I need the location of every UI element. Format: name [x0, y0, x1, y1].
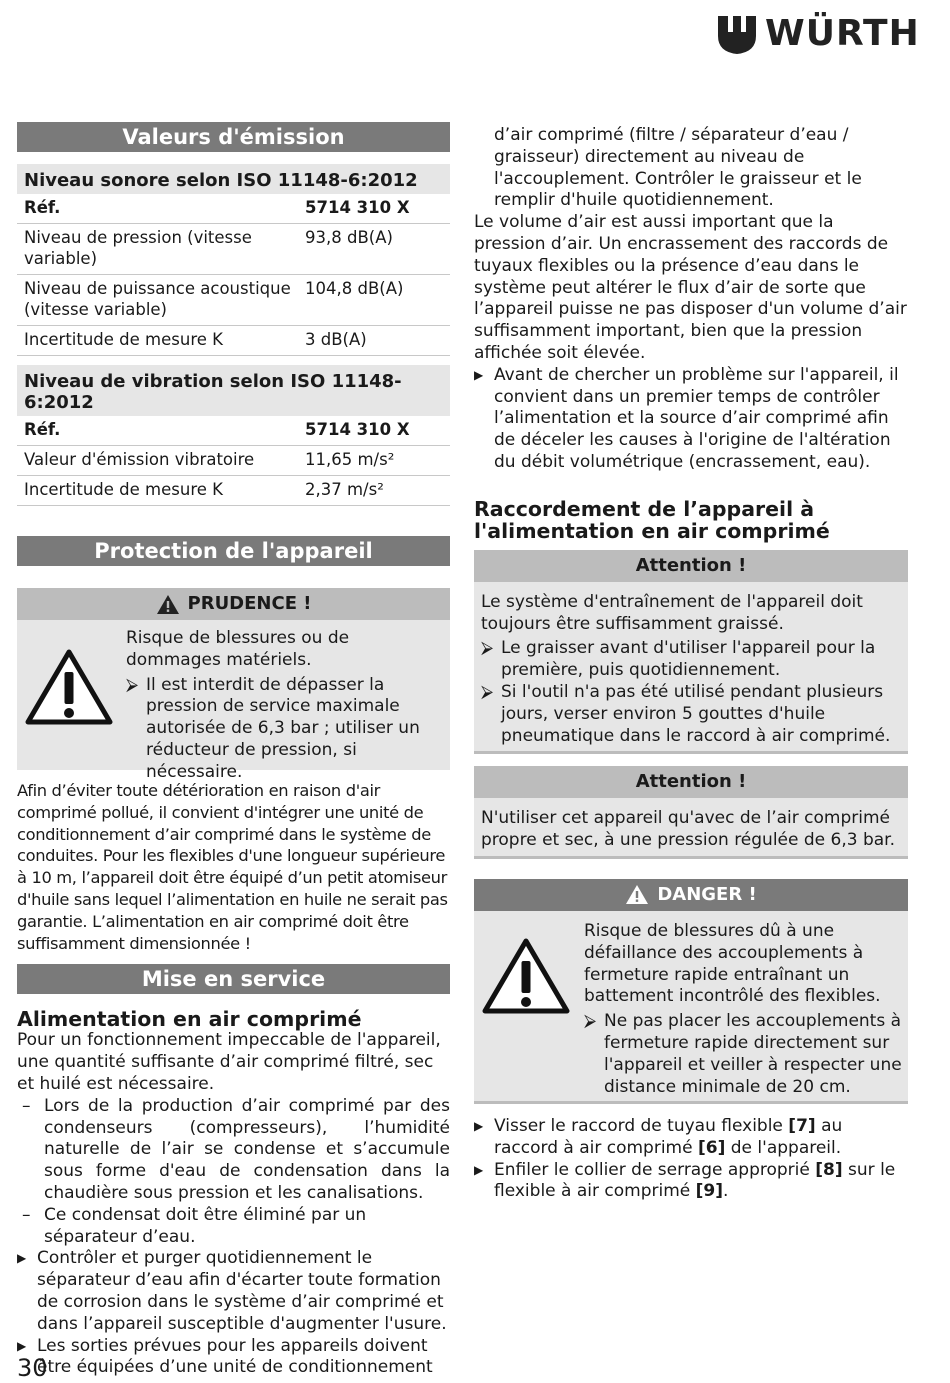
- part-ref: [9]: [695, 1181, 723, 1202]
- row-label: Incertitude de mesure K: [17, 476, 298, 506]
- play-bullet-icon: ▶: [17, 1251, 27, 1266]
- part-ref: [8]: [815, 1159, 843, 1180]
- dash-item: Ce condensat doit être éliminé par un séparateur d’eau.: [44, 1204, 367, 1247]
- table-row: [17, 224, 450, 275]
- arrow-bullet-icon: ⮚: [481, 681, 494, 702]
- caution-label: PRUDENCE !: [187, 593, 312, 614]
- play-bullet-icon: ▶: [17, 1338, 27, 1353]
- row-label: Incertitude de mesure K: [17, 326, 298, 356]
- page-number: 30: [17, 1354, 48, 1382]
- arrow-bullet-icon: ⮚: [126, 674, 139, 695]
- volume-paragraph: Le volume d’air est aussi important que la pression d’air. Un encrassement des raccords de tuyaux flexibles ou la présence d’eau dans le système peut altérer le flux d’air de sorte que l’appareil puisse ne pas disposer d'un volume d’air suffisamment important, bien que la pression affichée soit élevée.: [474, 212, 907, 363]
- row-label: Niveau de pression (vitesse variable): [17, 224, 298, 275]
- row-value: 3 dB(A): [298, 326, 450, 356]
- table-row: [17, 476, 450, 506]
- attention-header: Attention !: [474, 766, 908, 798]
- vibration-table: [17, 365, 450, 506]
- arrow-bullet-icon: ⮚: [481, 638, 494, 659]
- dash-bullet-icon: –: [22, 1095, 31, 1116]
- attention-box: [474, 798, 908, 859]
- warning-triangle-icon: [156, 594, 180, 615]
- step-text: sur le flexible à air comprimé: [494, 1159, 896, 1202]
- step-text: Enfiler le collier de serrage approprié: [494, 1159, 816, 1180]
- table-row: [17, 326, 450, 356]
- sound-table: [17, 164, 450, 356]
- row-value: 2,37 m/s²: [298, 476, 450, 506]
- danger-header: [474, 879, 908, 911]
- dash-item: Lors de la production d’air comprimé par des condenseurs (compresseurs), l’humidité naturelle de l’air se condense et s’accumule sous forme d'eau de condensation dans la chaudière sous pression et les canalisations.: [44, 1095, 450, 1203]
- step-text: .: [723, 1181, 729, 1202]
- step-text: au raccord à air comprimé: [494, 1115, 843, 1158]
- play-bullet-icon: ▶: [474, 1118, 484, 1133]
- part-ref: [6]: [697, 1137, 726, 1158]
- danger-bullet: Ne pas placer les accouplements à fermeture rapide directement sur l'appareil et veiller à respecter une distance minimale de 20 cm.: [604, 1011, 902, 1097]
- protection-paragraph: Afin d’éviter toute détérioration en raison d'air comprimé pollué, il convient d'intégrer une unité de conditionnement d’air comprimé dans le système de conduites. Pour les flexibles d'une longueur supérieure à 10 m, l’appareil doit être équipé d’un petit atomiseur d'huile sans lequel l’alimentation en huile ne serait pas garantie. L’alimentation en air comprimé doit être suffisamment dimensionnée !: [17, 781, 448, 953]
- dash-bullet-icon: –: [22, 1204, 31, 1225]
- table-row: [17, 446, 450, 476]
- mise-section-title: Mise en service: [17, 964, 450, 994]
- row-value: 104,8 dB(A): [298, 275, 450, 326]
- connection-title: Raccordement de l’appareil à l'alimentation en air comprimé: [474, 496, 830, 543]
- right-column: [474, 125, 908, 1203]
- danger-text: Risque de blessures dû à une défaillance des accouplements à fermeture rapide entraînant un battement incontrôlé des flexibles.: [584, 920, 881, 1007]
- ref-label: Réf.: [17, 416, 298, 446]
- row-label: Niveau de puissance acoustique (vitesse variable): [17, 275, 298, 326]
- row-value: 93,8 dB(A): [298, 224, 450, 275]
- supply-intro: Pour un fonctionnement impeccable de l'appareil, une quantité suffisante d’air comprimé filtré, sec et huilé est nécessaire.: [17, 1030, 441, 1094]
- warning-triangle-icon: [482, 937, 570, 1015]
- part-ref: [7]: [788, 1115, 816, 1136]
- step-item: Avant de chercher un problème sur l'appareil, il convient dans un premier temps de contrôler l’alimentation et la source d’air comprimé afin de déceler les causes à l'origine de l'altération du débit volumétrique (encrassement, eau).: [494, 364, 899, 472]
- sound-table-title: Niveau sonore selon ISO 11148-6:2012: [17, 164, 450, 194]
- attention-box: [474, 582, 908, 755]
- play-bullet-icon: ▶: [474, 367, 484, 382]
- attention-text: Le système d'entraînement de l'appareil doit toujours être suffisamment graissé.: [481, 591, 863, 634]
- left-column: [17, 122, 450, 1382]
- attention-bullet: Si l'outil n'a pas été utilisé pendant plusieurs jours, verser environ 5 gouttes d'huile pneumatique dans le raccord à air comprimé.: [501, 681, 891, 746]
- step-text: Visser le raccord de tuyau flexible: [494, 1115, 789, 1136]
- supply-subtitle: Alimentation en air comprimé: [17, 1007, 362, 1032]
- step-item: Les sorties prévues pour les appareils doivent être équipées d’une unité de conditionnement: [37, 1335, 433, 1378]
- attention-text: N'utiliser cet appareil qu'avec de l’air comprimé propre et sec, à une pression régulée de 6,3 bar.: [481, 808, 896, 851]
- attention-header: Attention !: [474, 550, 908, 582]
- ref-value: 5714 310 X: [298, 416, 450, 446]
- step-continuation: d’air comprimé (filtre / séparateur d’eau / graisseur) directement au niveau de l'accouplement. Contrôler le graisseur et le remplir d'huile quotidiennement.: [494, 125, 862, 211]
- row-label: Valeur d'émission vibratoire: [17, 446, 298, 476]
- ref-label: Réf.: [17, 194, 298, 224]
- vibration-table-title: Niveau de vibration selon ISO 11148-6:2012: [17, 365, 450, 416]
- step-item: Contrôler et purger quotidiennement le séparateur d’eau afin d'écarter toute formation de corrosion dans le système d’air comprimé et dans l’appareil susceptible d'augmenter l'usure.: [37, 1248, 447, 1334]
- attention-bullet: Le graisser avant d'utiliser l'appareil pour la première, puis quotidiennement.: [501, 638, 876, 681]
- warning-triangle-icon: [25, 648, 113, 726]
- emission-section-title: Valeurs d'émission: [17, 122, 450, 152]
- arrow-bullet-icon: ⮚: [584, 1011, 597, 1032]
- step-text: de l'appareil.: [725, 1137, 842, 1158]
- caution-box: [17, 620, 450, 782]
- brand-name: WÜRTH: [765, 13, 920, 54]
- protection-section-title: Protection de l'appareil: [17, 536, 450, 566]
- danger-box: [474, 911, 908, 1104]
- play-bullet-icon: ▶: [474, 1162, 484, 1177]
- ref-value: 5714 310 X: [298, 194, 450, 224]
- warning-triangle-icon: [625, 884, 649, 905]
- danger-label: DANGER !: [657, 883, 757, 905]
- caution-header: [17, 588, 450, 620]
- caution-bullet: Il est interdit de dépasser la pression de service maximale autorisée de 6,3 bar ; utiliser un réducteur de pression, si nécessaire.: [146, 674, 420, 782]
- caution-text: Risque de blessures ou de dommages matériels.: [126, 628, 350, 670]
- table-row: [17, 275, 450, 326]
- row-value: 11,65 m/s²: [298, 446, 450, 476]
